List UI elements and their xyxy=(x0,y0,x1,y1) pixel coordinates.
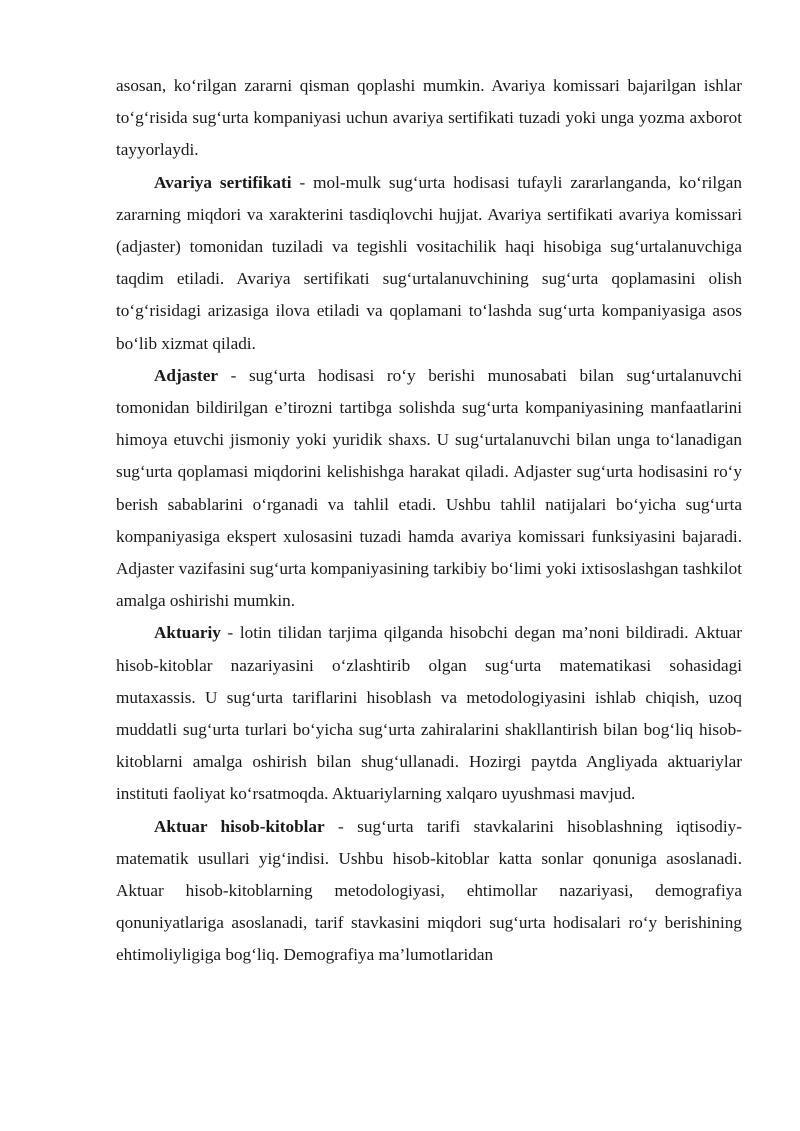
definition-text: mol-mulk sug‘urta hodisasi tufayli zararlanganda, ko‘rilgan zararning miqdori va xarakterini tasdiqlovchi hujjat. Avariya sertifikati avariya komissari (adjaster) tomonidan tuziladi va tegishli vositachilik haqi hisobiga sug‘urtalanuvchiga taqdim etiladi. Avariya sertifikati sug‘urtalanuvchining sug‘urta qoplamasini olish to‘g‘risidagi arizasiga ilova etiladi va qoplamani to‘lashda sug‘urta kompaniyasiga asos bo‘lib xizmat qiladi. xyxy=(116,172,742,353)
definition-adjaster xyxy=(116,360,742,618)
term-separator: - xyxy=(217,365,249,385)
term-heading: Aktuar hisob-kitoblar xyxy=(154,816,325,836)
definition-aktuariy xyxy=(116,617,742,810)
term-heading: Adjaster xyxy=(154,365,218,385)
term-separator: - xyxy=(220,623,240,643)
term-separator: - xyxy=(324,816,358,836)
definition-avariya-sertifikati xyxy=(116,167,742,360)
document-page xyxy=(116,70,742,972)
definition-text: sug‘urta tarifi stavkalarini hisoblashning iqtisodiy-matematik usullari yig‘indisi. Ushbu hisob-kitoblar katta sonlar qonuniga asoslanadi. Aktuar hisob-kitoblarning metodologiyasi, ehtimollar nazariyasi, demografiya qonuniyatlariga asoslanadi, tarif stavkasini miqdori sug‘urta hodisalari ro‘y berishining ehtimoliyligiga bog‘liq. Demografiya ma’lumotlaridan xyxy=(116,816,742,965)
definition-text: sug‘urta hodisasi ro‘y berishi munosabati bilan sug‘urtalanuvchi tomonidan bildirilgan e’tirozni tartibga solishda sug‘urta kompaniyasining manfaatlarini himoya etuvchi jismoniy yoki yuridik shaxs. U sug‘urtalanuvchi bilan unga to‘lanadigan sug‘urta qoplamasi miqdorini kelishishga harakat qiladi. Adjaster sug‘urta hodisasini ro‘y berish sabablarini o‘rganadi va tahlil etadi. Ushbu tahlil natijalari bo‘yicha sug‘urta kompaniyasiga ekspert xulosasini tuzadi hamda avariya komissari funksiyasini bajaradi. Adjaster vazifasini sug‘urta kompaniyasining tarkibiy bo‘limi yoki ixtisoslashgan tashkilot amalga oshirishi mumkin. xyxy=(116,365,742,611)
term-separator: - xyxy=(291,172,314,192)
term-heading: Aktuariy xyxy=(154,623,221,643)
definition-aktuar-hisob-kitoblar xyxy=(116,811,742,972)
paragraph-text: asosan, ko‘rilgan zararni qisman qoplashi mumkin. Avariya komissari bajarilgan ishlar to‘g‘risida sug‘urta kompaniyasi uchun avariya sertifikati tuzadi yoki unga yozma axborot tayyorlaydi. xyxy=(116,76,742,160)
paragraph-continuation xyxy=(116,70,742,167)
definition-text: lotin tilidan tarjima qilganda hisobchi degan ma’noni bildiradi. Aktuar hisob-kitoblar nazariyasini o‘zlashtirib olgan sug‘urta matematikasi sohasidagi mutaxassis. U sug‘urta tariflarini hisoblash va metodologiyasini ishlab chiqish, uzoq muddatli sug‘urta turlari bo‘yicha sug‘urta zahiralarini shakllantirish bilan bog‘liq hisob-kitoblarni amalga oshirish bilan shug‘ullanadi. Hozirgi paytda Angliyada aktuariylar instituti faoliyat ko‘rsatmoqda. Aktuariylarning xalqaro uyushmasi mavjud. xyxy=(116,623,742,804)
term-heading: Avariya sertifikati xyxy=(154,172,292,192)
